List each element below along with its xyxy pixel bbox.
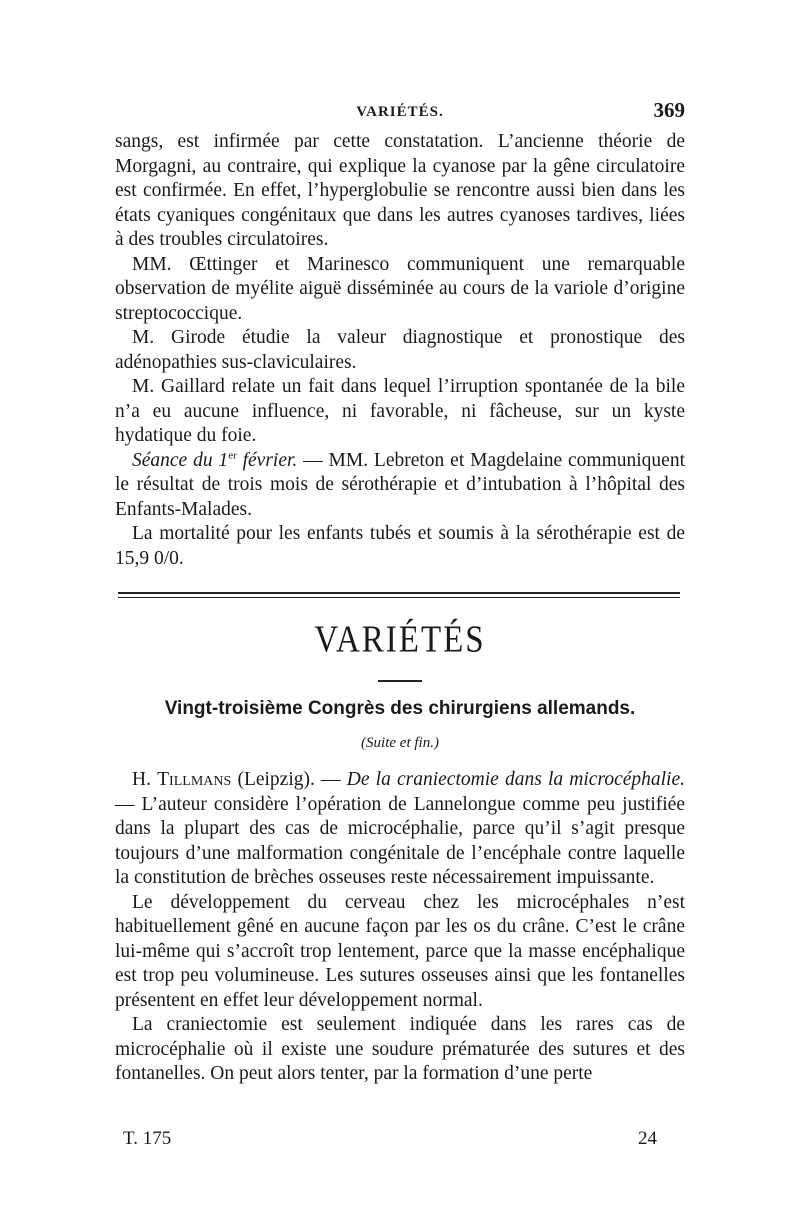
section-divider (118, 592, 680, 598)
paragraph: sangs, est infirmée par cette constatation. L’ancienne théorie de Morgagni, au contraire, qui explique la cyanose par la gêne circulatoire est confirmée. En effet, l’hyperglobulie se rencontre aussi bien dans les états cyaniques congénitaux que dans les autres cyanoses tardives, liées à des troubles circulatoires. (115, 131, 685, 250)
signature-mark: T. 175 (123, 1128, 172, 1149)
paragraph: MM. Œttinger et Marinesco communiquent une remarquable observation de myélite aiguë disséminée au cours de la variole d’origine streptococcique. (115, 253, 685, 324)
paragraph-seance (115, 449, 685, 523)
section-subtitle: Vingt-troisième Congrès des chirurgiens allemands. (164, 698, 636, 719)
paragraph: La mortalité pour les enfants tubés et soumis à la sérothérapie est de 15,9 0/0. (115, 523, 685, 569)
seance-date: Séance du 1 (132, 449, 229, 471)
section-title: VARIÉTÉS (314, 619, 486, 661)
proceedings-text (115, 130, 685, 571)
paragraph: Le développement du cerveau chez les microcéphales n’est habituellement gêné en aucune façon par les os du crâne. C’est le crâne lui-même qui s’accroît trop lentement, parce que la masse encéphalique est trop peu volumineuse. Les sutures osseuses ainsi que les fontanelles présentent en effet leur développement normal. (115, 891, 685, 1011)
page-number: 369 (653, 98, 685, 122)
signature-number: 24 (638, 1128, 657, 1149)
paragraph: La craniectomie est seulement indiquée dans les rares cas de microcéphalie où il existe une soudure prématurée des sutures et des fontanelles. On peut alors tenter, par la formation d’une perte (115, 1014, 685, 1084)
paragraph: M. Gaillard relate un fait dans lequel l’irruption spontanée de la bile n’a eu aucune influence, ni favorable, ni fâcheuse, sur un kyste hydatique du foie. (115, 376, 685, 446)
running-title: VARIÉTÉS. (356, 104, 444, 120)
article-title: De la craniectomie dans la microcéphalie. (346, 769, 686, 790)
title-rule (378, 680, 422, 682)
paragraph-tillmans: H. Tillmans (Leipzig). — De la craniectomie dans la microcéphalie. — L’auteur considère l’opération de Lannelongue comme peu justifiée dans la plupart des cas de microcéphalie, parce qu’il s’agit presque toujours d’une malformation congénitale de l’encéphale contre laquelle la constitution de brèches osseuses reste nécessairement impuissante. (115, 769, 686, 888)
page-header (115, 98, 685, 128)
varietes-text (115, 768, 685, 1087)
author-name: Tillmans (157, 769, 232, 790)
seance-text: — MM. Lebreton et Magdelaine communiquent le résultat de trois mois de sérothérapie et d’intubation à l’hôpital des Enfants-Malades. (115, 449, 685, 520)
seance-month: février. (242, 449, 298, 471)
paragraph: M. Girode étudie la valeur diagnostique et pronostique des adénopathies sus-claviculaires. (115, 327, 685, 373)
section-note: (Suite et fin.) (361, 735, 439, 751)
superscript: er (228, 449, 237, 461)
page-footer (115, 1128, 685, 1154)
